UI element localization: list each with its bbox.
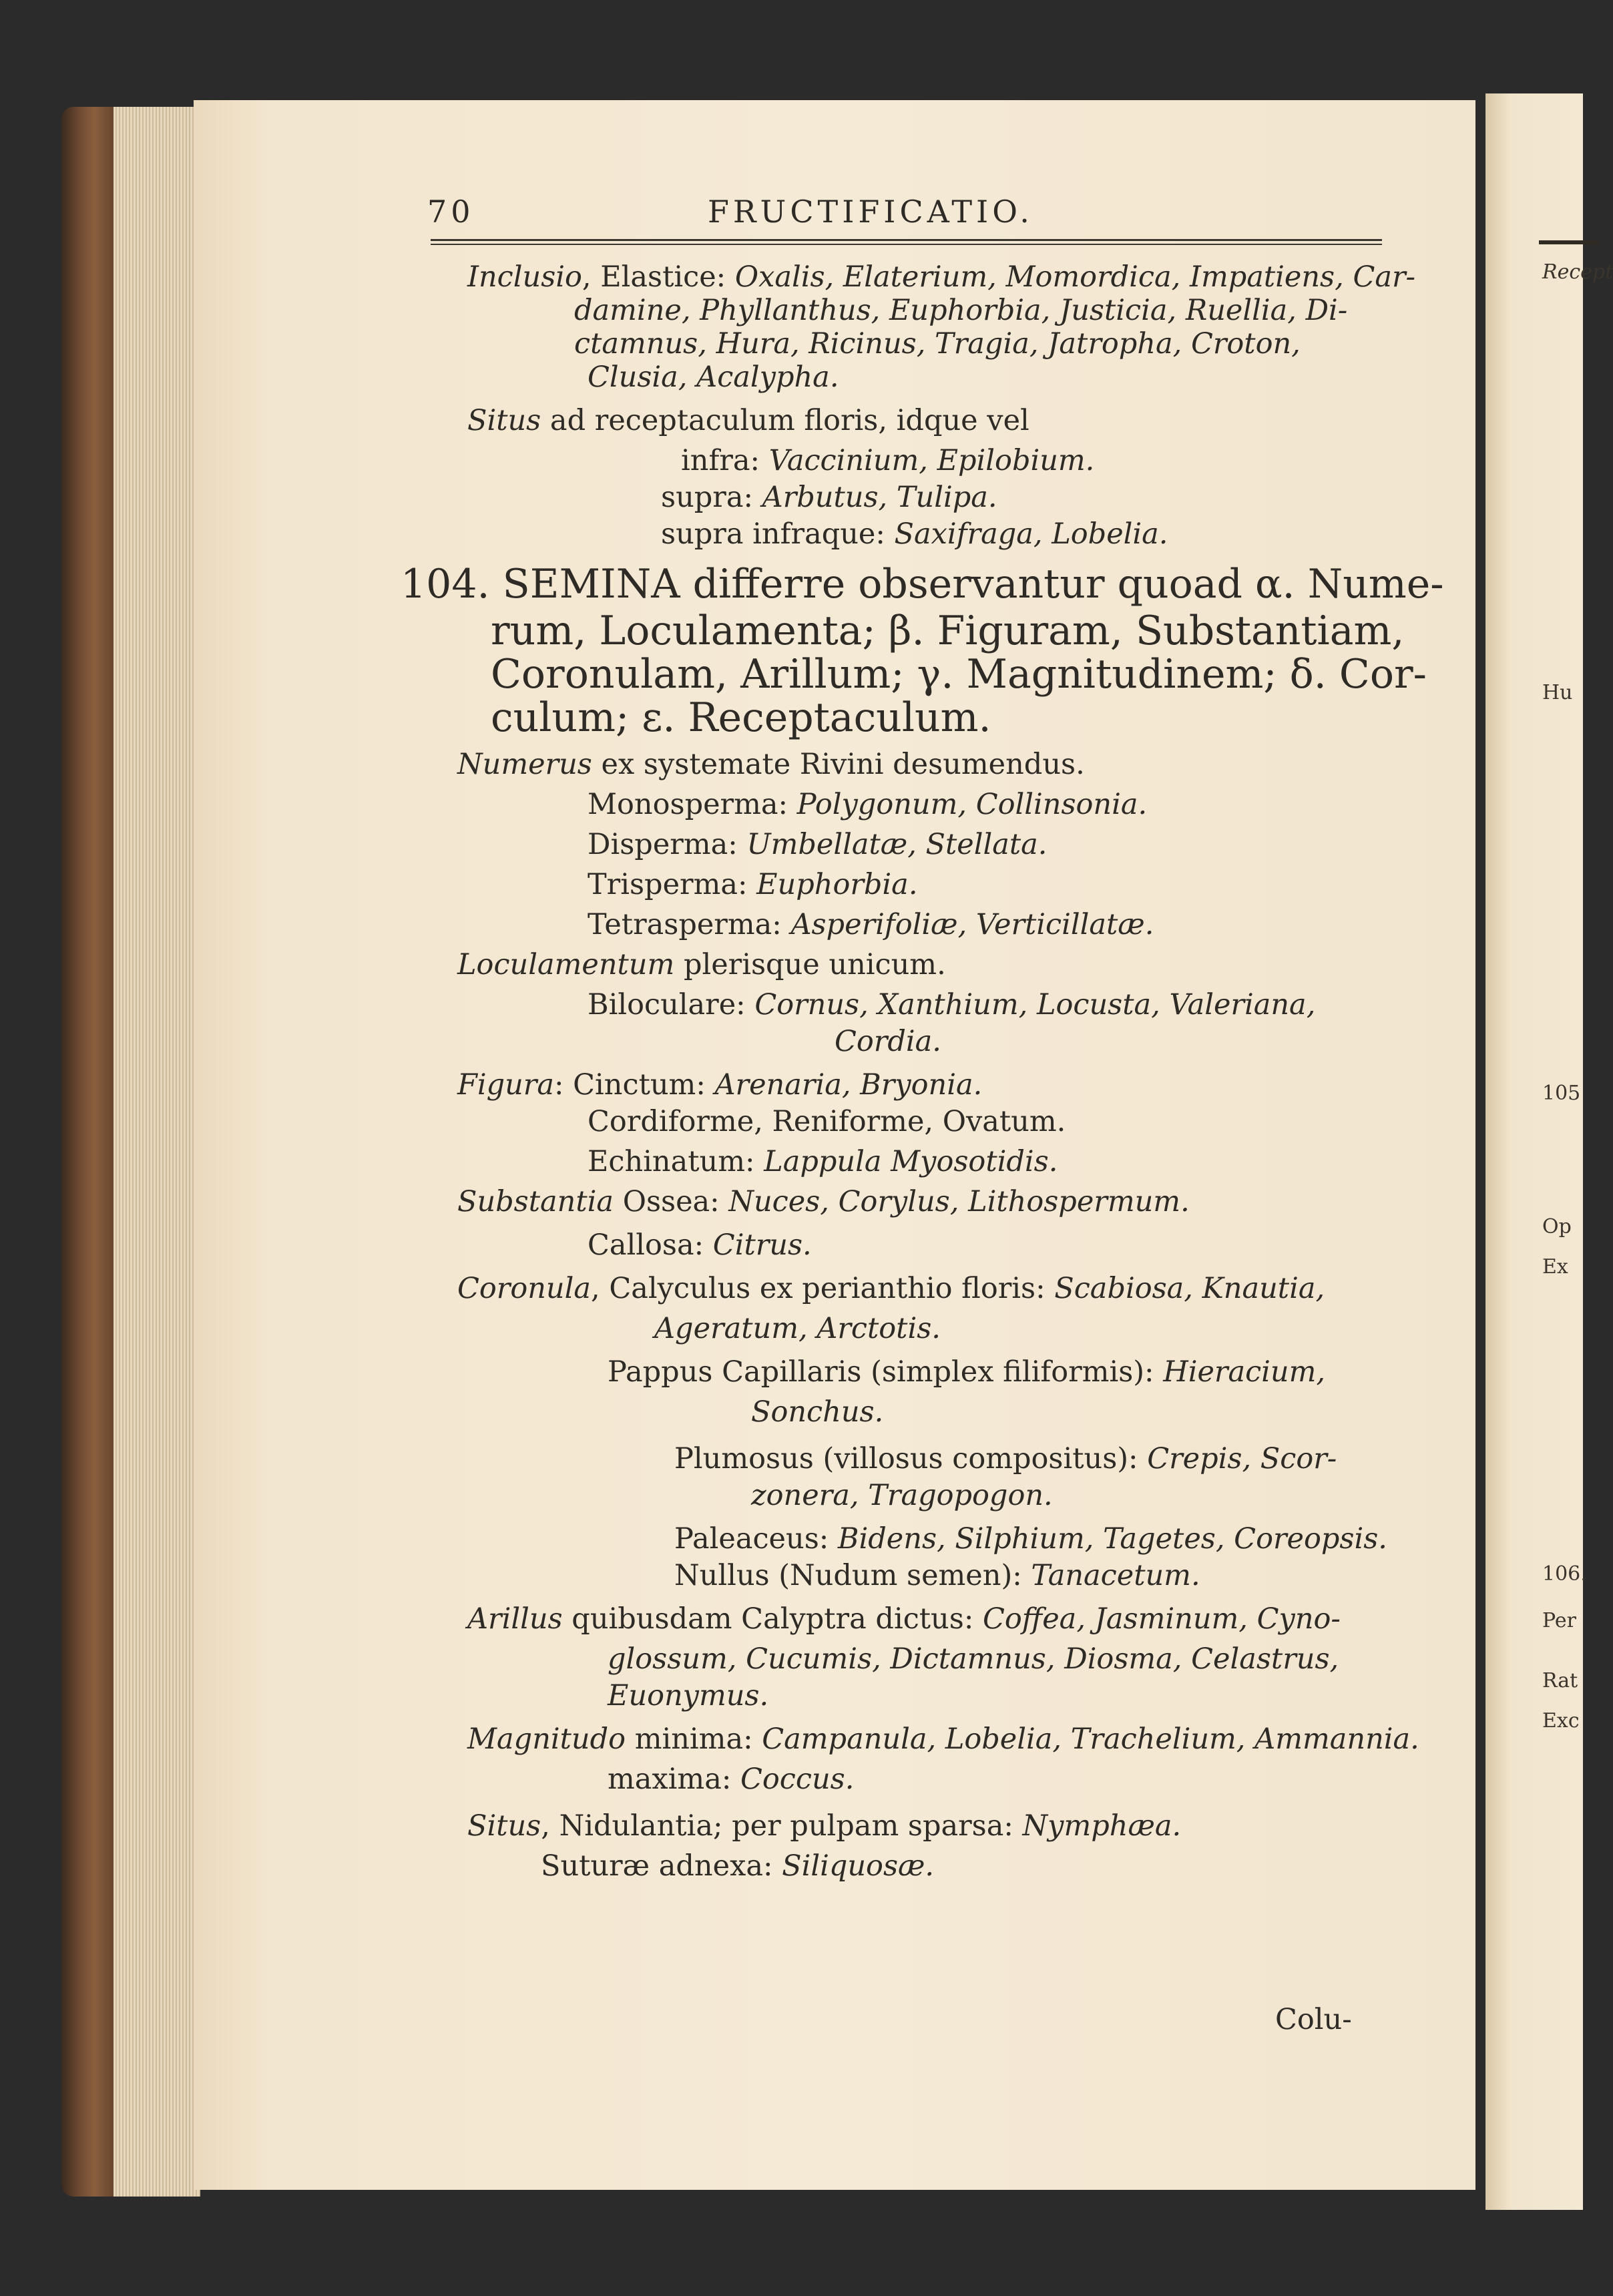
italic-text: Tanacetum.	[1031, 1559, 1200, 1592]
roman-text: ad receptaculum floris, idque vel	[541, 404, 1029, 437]
text-line	[457, 1185, 1190, 1218]
header-rule	[431, 239, 1382, 241]
roman-text: : Cinctum:	[554, 1068, 715, 1102]
text-line	[661, 517, 1168, 551]
running-title: FRUCTIFICATIO.	[708, 194, 1033, 230]
next-page-fragment: Hu	[1542, 681, 1573, 704]
next-page-fragment: Op	[1542, 1215, 1572, 1238]
italic-text: Clusia, Acalypha.	[588, 361, 839, 394]
header-rule-2	[431, 244, 1382, 245]
text-line	[608, 1679, 768, 1712]
italic-text: Euonymus.	[608, 1679, 769, 1712]
text-line	[457, 1272, 1325, 1305]
italic-text: Bidens, Silphium, Tagetes, Coreopsis.	[837, 1522, 1387, 1556]
text-line	[467, 1602, 1341, 1636]
roman-text: Plumosus (villosus compositus):	[674, 1442, 1148, 1475]
text-line	[401, 561, 1444, 608]
roman-text: infra:	[681, 444, 769, 477]
next-page-fragment: Ex	[1542, 1255, 1568, 1279]
italic-text: Campanula, Lobelia, Trachelium, Ammannia.	[762, 1723, 1419, 1756]
text-line	[835, 1025, 941, 1058]
text-line	[541, 1849, 934, 1883]
italic-text: zonera, Tragopogon.	[751, 1479, 1053, 1512]
next-page-fragment: 105	[1542, 1082, 1581, 1105]
text-line	[491, 608, 1404, 654]
italic-text: Vaccinium, Epilobium.	[768, 444, 1095, 477]
italic-text: Substantia	[457, 1185, 614, 1218]
roman-text: maxima:	[608, 1763, 740, 1796]
text-line	[608, 1642, 1339, 1676]
italic-text: Oxalis, Elaterium, Momordica, Impatiens, Car-	[734, 260, 1416, 294]
italic-text: Crepis, Scor-	[1147, 1442, 1337, 1475]
italic-text: Figura	[457, 1068, 554, 1102]
next-page-edge	[1485, 93, 1613, 2210]
roman-text: plerisque unicum.	[674, 948, 946, 981]
text-line	[491, 694, 991, 741]
text-line	[588, 908, 1154, 941]
italic-text: damine, Phyllanthus, Euphorbia, Justicia, Ruellia, Di-	[574, 294, 1348, 327]
roman-text: quibusdam Calyptra dictus:	[562, 1602, 983, 1636]
catchword: Colu-	[1275, 2003, 1352, 2036]
text-line	[654, 1312, 941, 1345]
italic-text: Situs	[467, 404, 541, 437]
next-page-rule	[1539, 240, 1599, 244]
text-line	[457, 1068, 982, 1102]
text-line	[588, 868, 918, 901]
italic-text: Arbutus, Tulipa.	[762, 481, 997, 514]
italic-text: Coccus.	[740, 1763, 855, 1796]
roman-text: , Calyculus ex perianthio floris:	[591, 1272, 1055, 1305]
italic-text: Umbellatæ, Stellata.	[746, 828, 1048, 861]
italic-text: Asperifoliæ, Verticillatæ.	[790, 908, 1154, 941]
text-line	[674, 1559, 1200, 1592]
roman-text: ex systemate Rivini desumendus.	[592, 748, 1085, 781]
left-page	[194, 100, 1475, 2190]
next-page-fragment: Recept	[1542, 260, 1613, 284]
text-line	[674, 1442, 1337, 1475]
roman-text: Nullus (Nudum semen):	[674, 1559, 1031, 1592]
text-line	[608, 1355, 1325, 1389]
roman-text: 104. SEMINA differre observantur quoad α. Nume-	[401, 561, 1444, 608]
italic-text: Lappula Myosotidis.	[764, 1145, 1058, 1178]
italic-text: Nuces, Corylus, Lithospermum.	[728, 1185, 1190, 1218]
roman-text: Monosperma:	[588, 788, 797, 821]
text-line	[467, 260, 1415, 294]
roman-text: Tetrasperma:	[588, 908, 791, 941]
page-number: 70	[427, 194, 475, 230]
roman-text: supra:	[661, 481, 762, 514]
text-line	[588, 828, 1047, 861]
roman-text: Ossea:	[614, 1185, 729, 1218]
next-page-fragment: 106.	[1542, 1562, 1587, 1586]
italic-text: Scabiosa, Knautia,	[1054, 1272, 1325, 1305]
text-line	[674, 1522, 1387, 1556]
italic-text: Magnitudo	[467, 1723, 626, 1756]
text-line	[588, 1105, 1066, 1138]
text-line	[574, 294, 1347, 327]
italic-text: Nymphæa.	[1022, 1809, 1182, 1843]
roman-text: Pappus Capillaris (simplex filiformis):	[608, 1355, 1164, 1389]
italic-text: Loculamentum	[457, 948, 675, 981]
text-line	[608, 1763, 854, 1796]
italic-text: Inclusio	[467, 260, 582, 294]
text-line	[588, 788, 1147, 821]
text-line	[588, 361, 839, 394]
text-line	[751, 1395, 883, 1429]
roman-text: Suturæ adnexa:	[541, 1849, 782, 1883]
roman-text: culum; ε. Receptaculum.	[491, 694, 991, 741]
roman-text: , Nidulantia; per pulpam sparsa:	[541, 1809, 1023, 1843]
roman-text: Trisperma:	[588, 868, 757, 901]
text-line	[661, 481, 997, 514]
next-page-fragment: Exc	[1542, 1709, 1580, 1733]
italic-text: Hieracium,	[1163, 1355, 1326, 1389]
text-line	[467, 1809, 1181, 1843]
text-line	[457, 948, 946, 981]
roman-text: Disperma:	[588, 828, 747, 861]
italic-text: ctamnus, Hura, Ricinus, Tragia, Jatropha, Croton,	[574, 327, 1301, 361]
book-spine	[61, 107, 122, 2197]
roman-text: supra infraque:	[661, 517, 895, 551]
italic-text: Siliquosæ.	[782, 1849, 935, 1883]
italic-text: Arenaria, Bryonia.	[714, 1068, 983, 1102]
text-line	[491, 651, 1427, 698]
italic-text: Coronula	[457, 1272, 592, 1305]
next-page-fragment: Rat	[1542, 1669, 1578, 1692]
italic-text: Citrus.	[712, 1228, 812, 1262]
italic-text: Sonchus.	[751, 1395, 884, 1429]
roman-text: Echinatum:	[588, 1145, 764, 1178]
roman-text: Paleaceus:	[674, 1522, 838, 1556]
roman-text: Cordiforme, Reniforme, Ovatum.	[588, 1105, 1066, 1138]
text-line	[457, 748, 1085, 781]
roman-text: , Elastice:	[582, 260, 735, 294]
italic-text: Cornus, Xanthium, Locusta, Valeriana,	[754, 988, 1316, 1021]
italic-text: Polygonum, Collinsonia.	[796, 788, 1148, 821]
roman-text: Callosa:	[588, 1228, 713, 1262]
italic-text: Saxifraga, Lobelia.	[894, 517, 1168, 551]
italic-text: Ageratum, Arctotis.	[654, 1312, 941, 1345]
text-line	[681, 444, 1094, 477]
text-line	[574, 327, 1301, 361]
roman-text: minima:	[626, 1723, 762, 1756]
text-line	[588, 988, 1315, 1021]
italic-text: Euphorbia.	[756, 868, 918, 901]
text-line	[467, 404, 1029, 437]
roman-text: rum, Loculamenta; β. Figuram, Substantiam,	[491, 608, 1405, 654]
text-line	[588, 1145, 1058, 1178]
italic-text: Situs	[467, 1809, 541, 1843]
italic-text: Numerus	[457, 748, 592, 781]
text-line	[467, 1723, 1419, 1756]
italic-text: Cordia.	[835, 1025, 941, 1058]
page-edges	[113, 107, 200, 2197]
next-page-fragment: Per	[1542, 1609, 1576, 1632]
roman-text: Coronulam, Arillum; γ. Magnitudinem; δ. Cor-	[491, 651, 1427, 698]
italic-text: Coffea, Jasminum, Cyno-	[982, 1602, 1341, 1636]
roman-text: Biloculare:	[588, 988, 755, 1021]
text-line	[588, 1228, 812, 1262]
italic-text: Arillus	[467, 1602, 563, 1636]
italic-text: glossum, Cucumis, Dictamnus, Diosma, Celastrus,	[608, 1642, 1339, 1676]
text-line	[751, 1479, 1053, 1512]
